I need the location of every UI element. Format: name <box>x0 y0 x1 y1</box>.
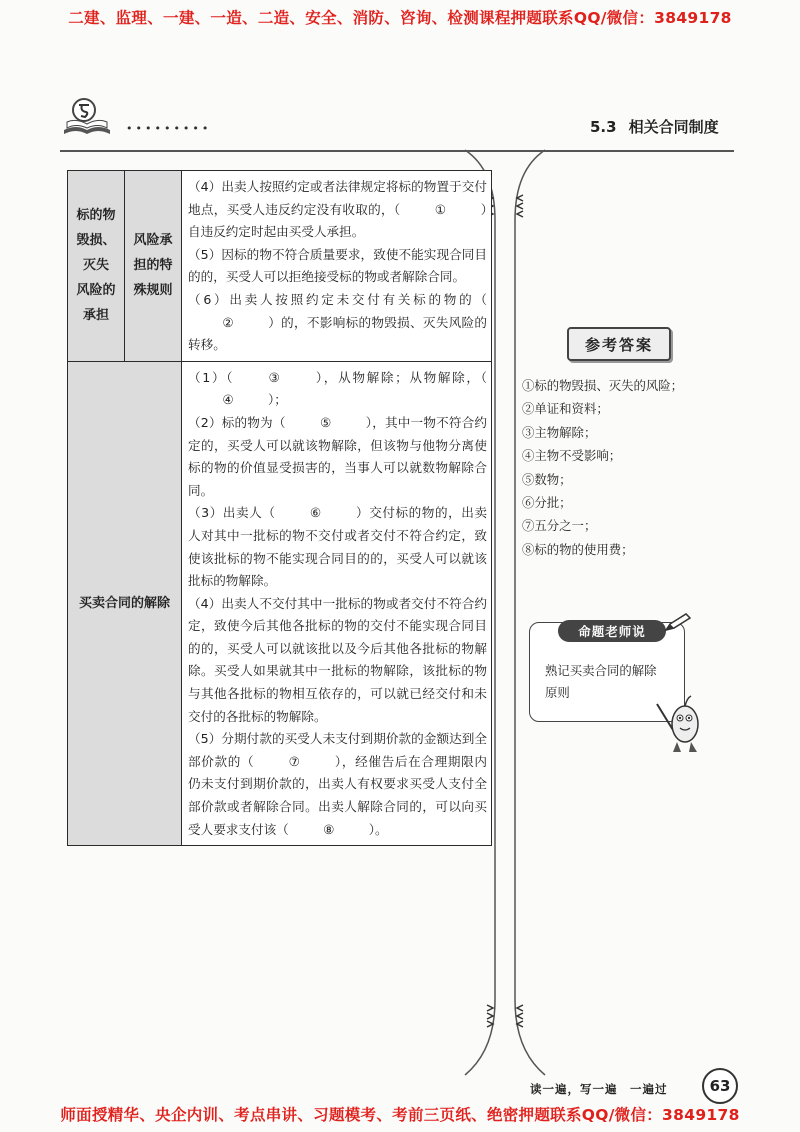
promo-banner-bottom: 师面授精华、央企内训、考点串讲、习题模考、考前三页纸、绝密押题联系QQ/微信：3849178 <box>60 1106 740 1124</box>
category-line: 风险的 <box>76 283 116 299</box>
contract-rules-table <box>67 170 492 846</box>
answer-blank: ⑥ <box>309 505 322 521</box>
section-title: 相关合同制度 <box>628 118 719 136</box>
table-row <box>68 361 492 845</box>
footer-slogan: 读一遍，写一遍 一遍过 <box>530 1082 668 1096</box>
list-item: ④主物不受影响； <box>522 448 622 464</box>
answer-blank: ① <box>434 201 447 217</box>
answer-blank: ③ <box>268 369 280 385</box>
rule-item: （3）出卖人（ ⑥ ）交付标的物的，出卖人对其中一批标的物不交付或者交付不符合约定，致使该批标的物不能实现合同目的的，买受人可以就该批标的物解除。 <box>188 502 487 592</box>
section-number: 5.3 <box>590 118 617 136</box>
teacher-note-title: 命题老师说 <box>558 620 666 642</box>
header-rule <box>60 150 734 152</box>
category-line: 毁损、 <box>76 233 116 249</box>
rule-item: （5）因标的物不符合质量要求，致使不能实现合同目的的，买受人可以拒绝接受标的物或者解除合同。 <box>188 246 487 285</box>
sub-category-line: 担的特 <box>133 258 173 274</box>
list-item: ⑧标的物的使用费； <box>522 541 634 557</box>
rule-text-cell <box>182 171 492 362</box>
rule-item: （2）标的物为（ ⑤ ），其中一物不符合约定的，买受人可以就该物解除，但该物与他物分离使标的物的价值显受损害的，当事人可以就数物解除合同。 <box>188 412 487 502</box>
rule-item: （5）分期付款的买受人未支付到期价款的金额达到全部价款的（ ⑦ ），经催告后在合理期限内仍未支付到期价款的，出卖人有权要求买受人支付全部价款或者解除合同。出卖人解除合同的，可以向买受人要求支付该（ ⑧ ）。 <box>188 728 487 841</box>
answer-blank: ⑧ <box>323 821 335 837</box>
list-item: ⑦五分之一； <box>522 518 597 534</box>
header-dots: ••••••••• <box>126 122 212 135</box>
rule-item: （4）出卖人按照约定或者法律规定将标的物置于交付地点，买受人违反约定没有收取的，（ ① ）自违反约定时起由买受人承担。 <box>188 179 488 240</box>
list-item: ⑤数物； <box>522 471 572 487</box>
pencil-icon <box>664 612 692 632</box>
category-line: 标的物 <box>76 208 116 224</box>
rule-item: （6）出卖人按照约定未交付有关标的物的（② ）的，不影响标的物毁损、灭失风险的转移。 <box>188 291 487 353</box>
answer-blank: ② <box>222 314 234 330</box>
answers-title: 参考答案 <box>567 327 671 361</box>
list-item: ③主物解除； <box>522 424 597 440</box>
category-line: 承担 <box>82 308 109 324</box>
answer-blank: ④ <box>222 392 234 408</box>
section-heading <box>590 116 719 137</box>
table-row <box>68 171 492 362</box>
sub-category-line: 风险承 <box>133 233 173 249</box>
sub-category-cell <box>125 171 182 362</box>
rule-item: （4）出卖人不交付其中一批标的物或者交付不符合约定，致使今后其他各批标的物的交付不能实现合同目的的，买受人可以就该批以及今后其他各批标的物解除。买受人如果就其中一批标的物解除，该批标的物与其他各批标的物相互依存的，可以就已经交付和未交付的各批标的物解除。 <box>188 595 487 724</box>
book-logo-icon <box>62 96 112 136</box>
rule-item: （1）（ ③ ），从物解除；从物解除，（④ ）； <box>188 367 487 412</box>
rule-text-cell <box>182 361 492 845</box>
sub-category-line: 殊规则 <box>133 283 173 299</box>
category-cell <box>68 171 125 362</box>
category-line: 灭失 <box>82 258 109 274</box>
list-item: ①标的物毁损、灭失的风险； <box>522 378 684 393</box>
promo-banner-top: 二建、监理、一建、一造、二造、安全、消防、咨询、检测课程押题联系QQ/微信：3849178 <box>68 9 732 27</box>
mascot-icon <box>655 690 703 756</box>
teacher-note-text: 熟记买卖合同的解除原则 <box>545 663 657 700</box>
page-number: 63 <box>702 1068 738 1104</box>
list-item: ②单证和资料； <box>522 401 609 417</box>
list-item: ⑥分批； <box>522 495 572 511</box>
answer-blank: ⑦ <box>288 753 300 769</box>
category-cell: 买卖合同的解除 <box>68 361 182 845</box>
answer-blank: ⑤ <box>319 414 332 430</box>
answers-list <box>522 374 683 561</box>
